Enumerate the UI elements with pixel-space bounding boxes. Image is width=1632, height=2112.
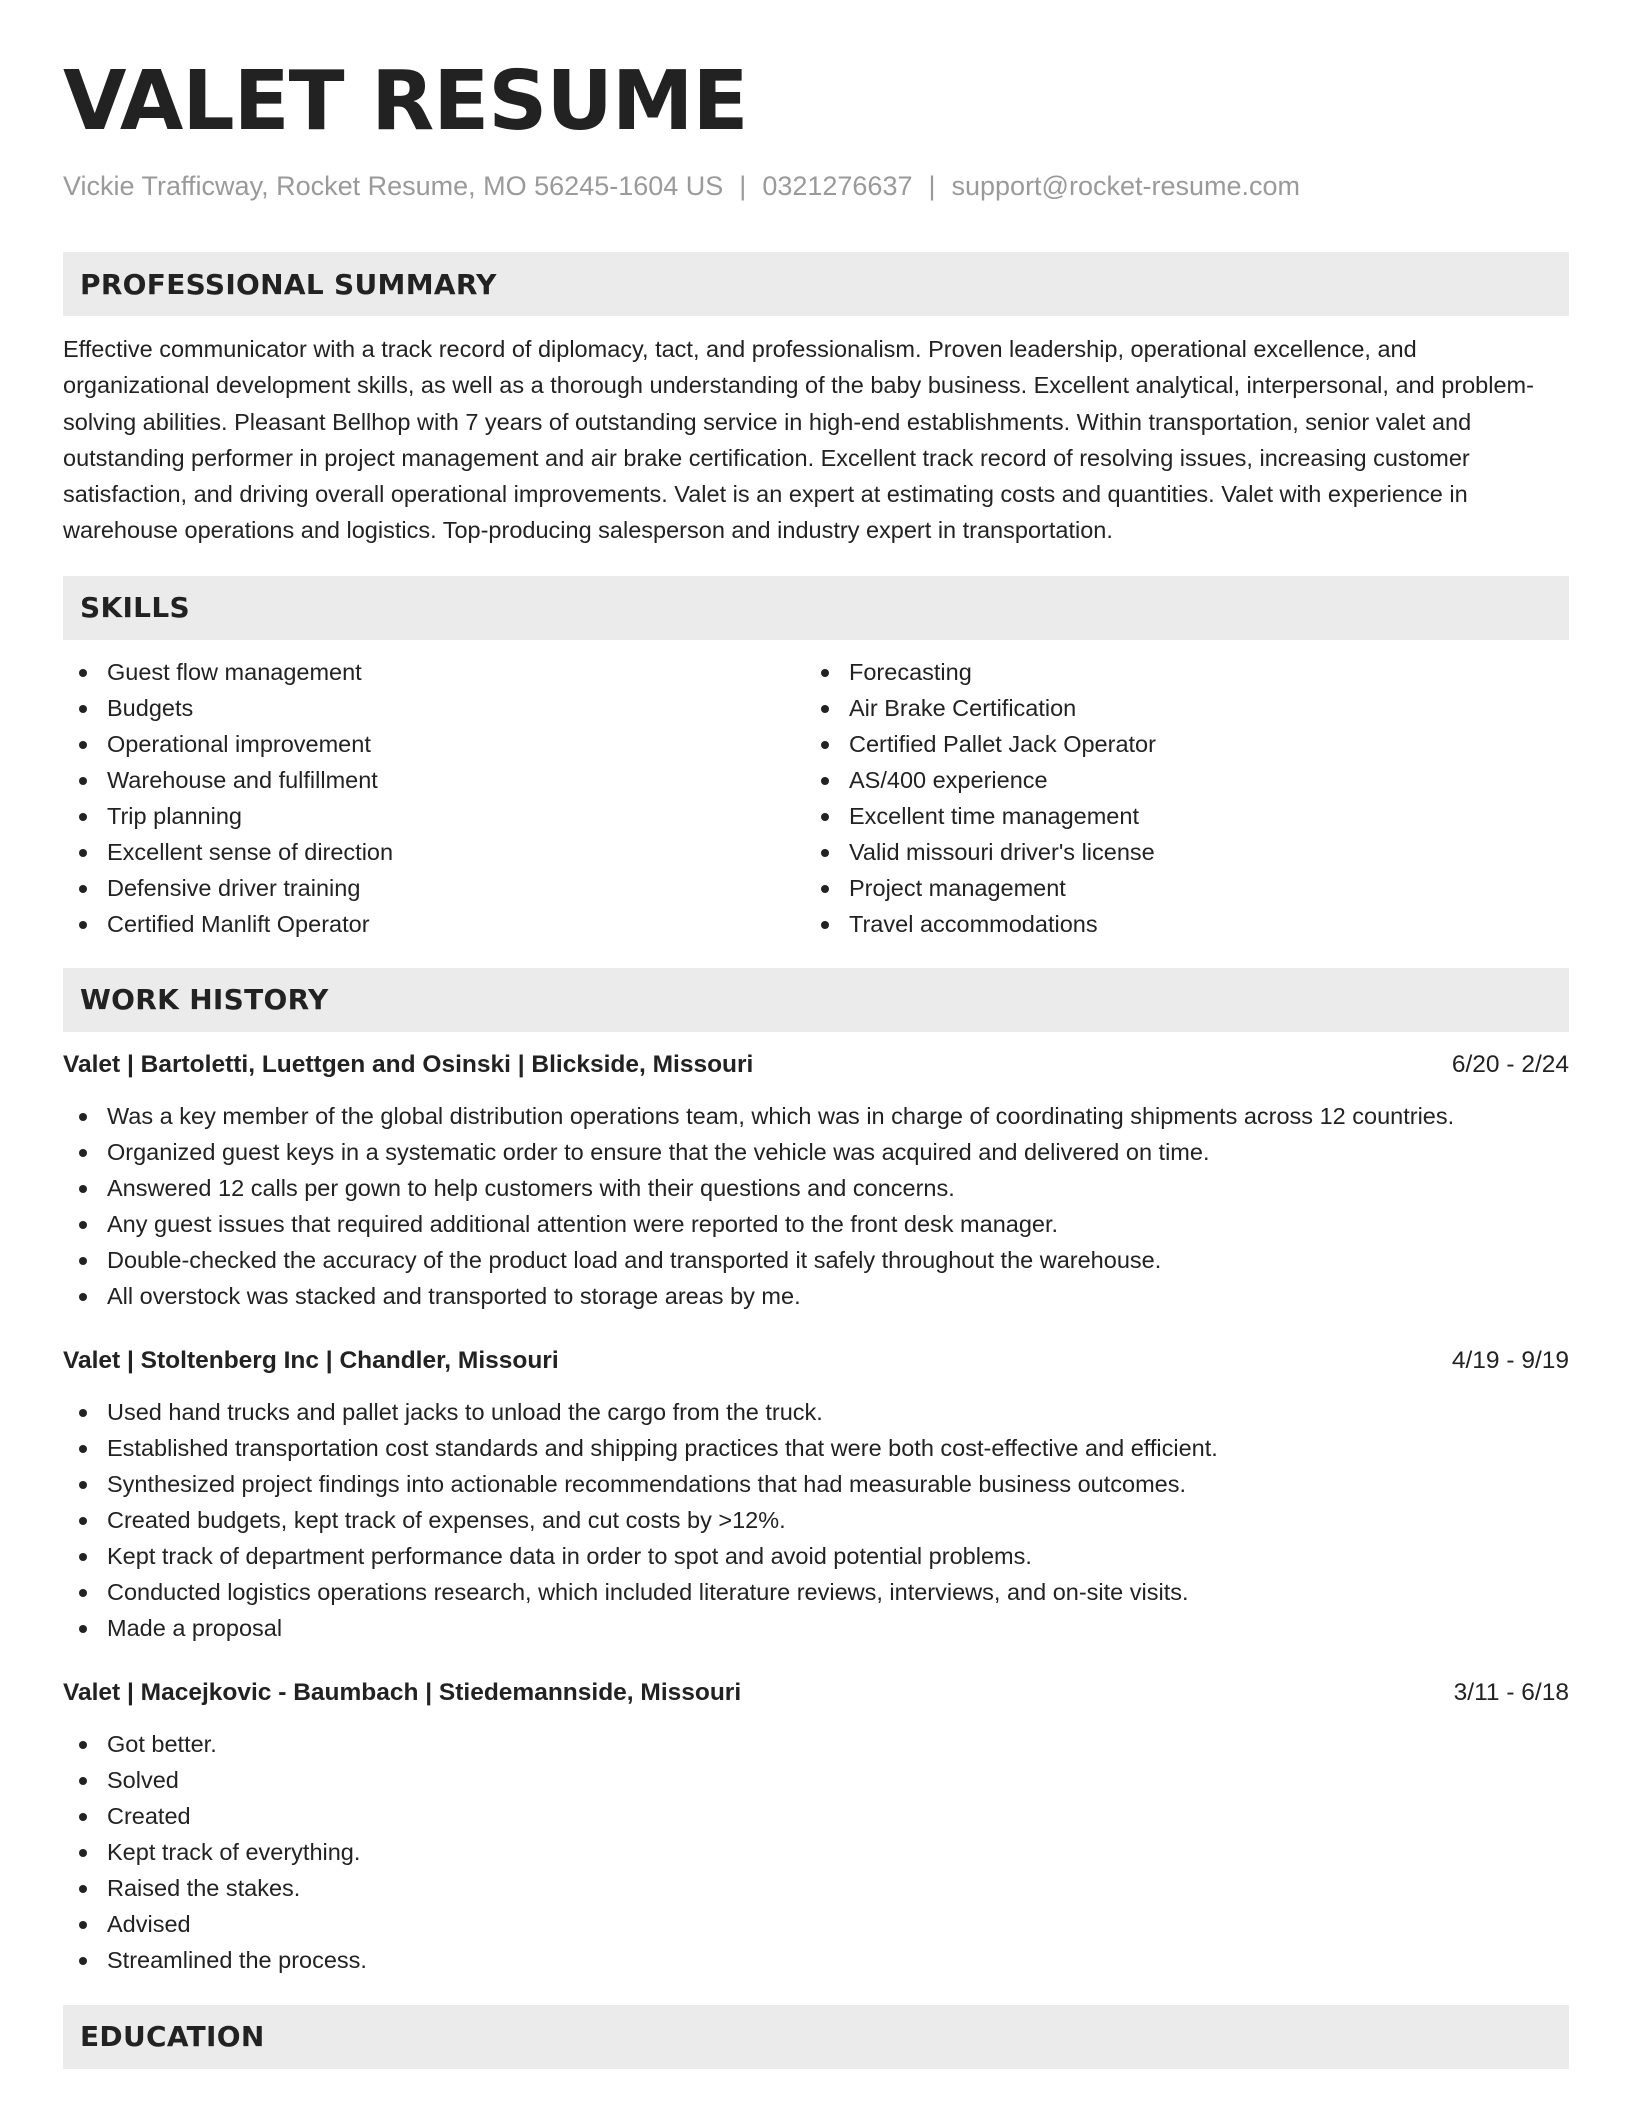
job-bullets <box>63 1394 1569 1646</box>
job-header <box>63 1676 1569 1710</box>
section-header-summary <box>63 252 1569 316</box>
job-bullet: All overstock was stacked and transported to storage areas by me. <box>63 1278 1569 1314</box>
contact-address: Vickie Trafficway, Rocket Resume, MO 56245-1604 US <box>63 171 724 201</box>
contact-line <box>63 168 1569 204</box>
contact-phone: 0321276637 <box>762 171 913 201</box>
section-header-skills <box>63 576 1569 640</box>
skill-item: Travel accommodations <box>805 906 1547 942</box>
skill-item: AS/400 experience <box>805 762 1547 798</box>
job-title: Valet | Stoltenberg Inc | Chandler, Missouri <box>63 1346 559 1374</box>
skill-item: Valid missouri driver's license <box>805 834 1547 870</box>
skill-item: Certified Manlift Operator <box>63 906 805 942</box>
skill-item: Forecasting <box>805 654 1547 690</box>
skill-item: Defensive driver training <box>63 870 805 906</box>
job-dates: 3/11 - 6/18 <box>1453 1678 1569 1706</box>
job-entry <box>63 1048 1569 1314</box>
skills-list-left <box>63 654 805 942</box>
job-bullets <box>63 1098 1569 1314</box>
section-title: EDUCATION <box>80 2020 265 2054</box>
job-title: Valet | Bartoletti, Luettgen and Osinski | Blickside, Missouri <box>63 1050 754 1078</box>
job-header <box>63 1048 1569 1082</box>
job-bullet: Used hand trucks and pallet jacks to unload the cargo from the truck. <box>63 1394 1569 1430</box>
job-bullet: Any guest issues that required additional attention were reported to the front desk manager. <box>63 1206 1569 1242</box>
skill-item: Budgets <box>63 690 805 726</box>
job-bullet: Organized guest keys in a systematic order to ensure that the vehicle was acquired and delivered on time. <box>63 1134 1569 1170</box>
skill-item: Certified Pallet Jack Operator <box>805 726 1547 762</box>
skill-item: Guest flow management <box>63 654 805 690</box>
job-header <box>63 1344 1569 1378</box>
job-bullet: Streamlined the process. <box>63 1942 1569 1978</box>
job-title: Valet | Macejkovic - Baumbach | Stiedemannside, Missouri <box>63 1678 742 1706</box>
job-bullet: Double-checked the accuracy of the product load and transported it safely throughout the warehouse. <box>63 1242 1569 1278</box>
skill-item: Excellent time management <box>805 798 1547 834</box>
contact-separator: | <box>928 171 936 201</box>
skill-item: Operational improvement <box>63 726 805 762</box>
skills-list-right <box>805 654 1547 942</box>
section-title: SKILLS <box>80 591 190 625</box>
skill-item: Warehouse and fulfillment <box>63 762 805 798</box>
job-bullet: Answered 12 calls per gown to help customers with their questions and concerns. <box>63 1170 1569 1206</box>
job-entry <box>63 1344 1569 1646</box>
job-bullets <box>63 1726 1569 1978</box>
section-header-work-history <box>63 968 1569 1032</box>
skills-column-left <box>63 654 805 942</box>
job-bullet: Kept track of department performance data in order to spot and avoid potential problems. <box>63 1538 1569 1574</box>
job-bullet: Created budgets, kept track of expenses, and cut costs by >12%. <box>63 1502 1569 1538</box>
job-bullet: Conducted logistics operations research, which included literature reviews, interviews, and on-site visits. <box>63 1574 1569 1610</box>
section-title: WORK HISTORY <box>80 983 329 1017</box>
job-dates: 4/19 - 9/19 <box>1451 1346 1569 1374</box>
job-bullet: Solved <box>63 1762 1569 1798</box>
skill-item: Air Brake Certification <box>805 690 1547 726</box>
skills-grid <box>63 654 1569 942</box>
page-title: VALET RESUME <box>63 54 748 149</box>
summary-text: Effective communicator with a track record of diplomacy, tact, and professionalism. Proven leadership, operational excellence, and organizational development skills, as well as a thorough understanding of the baby business. Excellent analytical, interpersonal, and problem-solving abilities. Pleasant Bellhop with 7 years of outstanding service in high-end establishments. Within transportation, senior valet and outstanding performer in project management and air brake certification. Excellent track record of resolving issues, increasing customer satisfaction, and driving overall operational improvements. Valet is an expert at estimating costs and quantities. Valet with experience in warehouse operations and logistics. Top-producing salesperson and industry expert in transportation. <box>63 336 1534 544</box>
skill-item: Trip planning <box>63 798 805 834</box>
job-bullet: Kept track of everything. <box>63 1834 1569 1870</box>
section-header-education <box>63 2005 1569 2069</box>
job-bullet: Made a proposal <box>63 1610 1569 1646</box>
job-dates: 6/20 - 2/24 <box>1451 1050 1569 1078</box>
contact-separator: | <box>739 171 747 201</box>
job-bullet: Was a key member of the global distribution operations team, which was in charge of coordinating shipments across 12 countries. <box>63 1098 1569 1134</box>
skills-column-right <box>805 654 1547 942</box>
section-title: PROFESSIONAL SUMMARY <box>80 267 497 301</box>
job-bullet: Raised the stakes. <box>63 1870 1569 1906</box>
contact-email: support@rocket-resume.com <box>951 171 1301 201</box>
job-bullet: Established transportation cost standards and shipping practices that were both cost-effective and efficient. <box>63 1430 1569 1466</box>
job-bullet: Synthesized project findings into actionable recommendations that had measurable business outcomes. <box>63 1466 1569 1502</box>
job-entry <box>63 1676 1569 1978</box>
job-bullet: Created <box>63 1798 1569 1834</box>
job-bullet: Advised <box>63 1906 1569 1942</box>
job-bullet: Got better. <box>63 1726 1569 1762</box>
skill-item: Excellent sense of direction <box>63 834 805 870</box>
skill-item: Project management <box>805 870 1547 906</box>
